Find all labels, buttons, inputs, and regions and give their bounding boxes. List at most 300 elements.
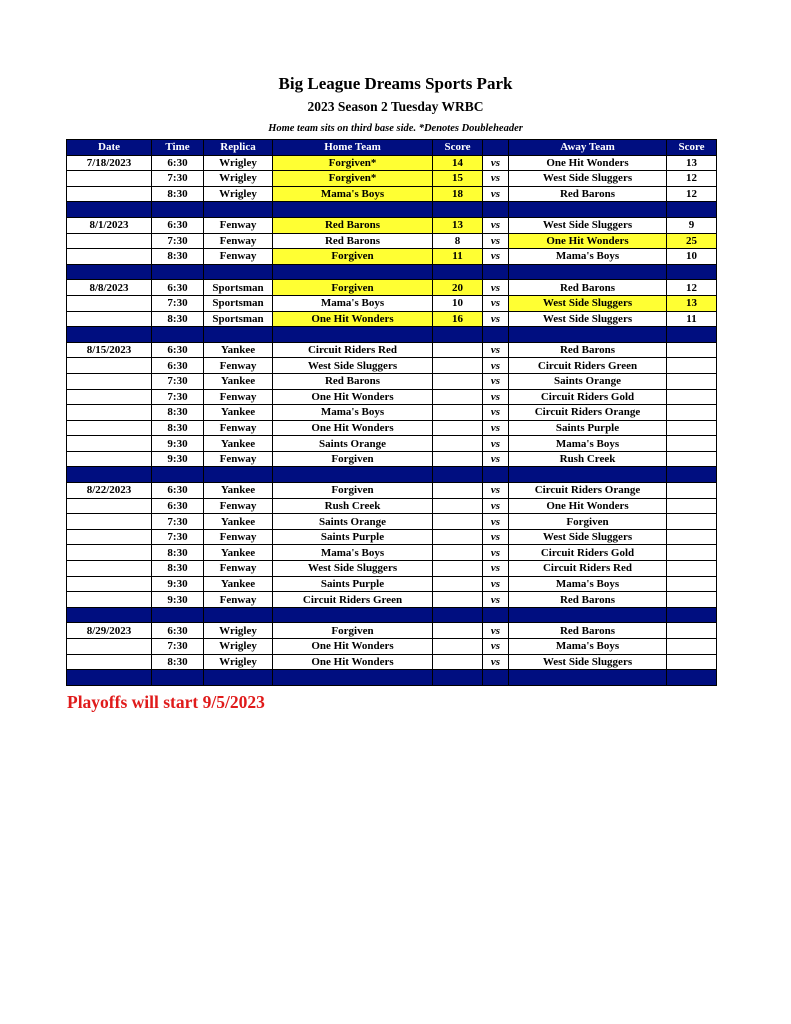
away-team-cell: Circuit Riders Gold (509, 545, 667, 561)
away-score-cell: 9 (667, 217, 717, 233)
replica-cell: Fenway (204, 217, 273, 233)
separator-cell (433, 607, 483, 623)
separator-cell (273, 202, 433, 218)
vs-cell: vs (483, 483, 509, 499)
away-team-cell: Rush Creek (509, 451, 667, 467)
away-team-cell: Mama's Boys (509, 639, 667, 655)
away-team-cell: Saints Orange (509, 373, 667, 389)
vs-cell: vs (483, 514, 509, 530)
home-score-cell (433, 342, 483, 358)
time-cell: 7:30 (152, 529, 204, 545)
away-score-cell (667, 389, 717, 405)
home-team-cell: West Side Sluggers (273, 358, 433, 374)
separator-cell (204, 202, 273, 218)
home-score-cell (433, 389, 483, 405)
replica-cell: Yankee (204, 514, 273, 530)
home-team-cell: One Hit Wonders (273, 654, 433, 670)
vs-cell: vs (483, 280, 509, 296)
vs-cell: vs (483, 342, 509, 358)
replica-cell: Wrigley (204, 639, 273, 655)
vs-cell: vs (483, 389, 509, 405)
date-cell (67, 514, 152, 530)
time-cell: 9:30 (152, 436, 204, 452)
table-row (67, 529, 717, 545)
away-team-cell: West Side Sluggers (509, 171, 667, 187)
time-cell: 7:30 (152, 514, 204, 530)
playoffs-notice: Playoffs will start 9/5/2023 (67, 692, 265, 712)
replica-cell: Fenway (204, 592, 273, 608)
separator-cell (667, 327, 717, 343)
replica-cell: Wrigley (204, 654, 273, 670)
separator-cell (433, 670, 483, 686)
separator-cell (204, 670, 273, 686)
home-score-cell: 16 (433, 311, 483, 327)
home-score-cell (433, 451, 483, 467)
separator-cell (667, 202, 717, 218)
separator-cell (67, 202, 152, 218)
away-score-cell (667, 358, 717, 374)
vs-cell: vs (483, 561, 509, 577)
table-row (67, 233, 717, 249)
home-score-cell (433, 654, 483, 670)
separator-cell (433, 467, 483, 483)
date-cell: 7/18/2023 (67, 155, 152, 171)
separator-cell (273, 264, 433, 280)
date-cell (67, 529, 152, 545)
separator-cell (509, 264, 667, 280)
vs-cell: vs (483, 576, 509, 592)
time-cell: 7:30 (152, 373, 204, 389)
group-separator-row (67, 202, 717, 218)
away-team-cell: Red Barons (509, 623, 667, 639)
page-subtitle: 2023 Season 2 Tuesday WRBC (307, 99, 484, 114)
away-score-cell (667, 373, 717, 389)
time-cell: 8:30 (152, 405, 204, 421)
group-separator-row (67, 607, 717, 623)
time-cell: 7:30 (152, 639, 204, 655)
group-separator-row (67, 670, 717, 686)
away-team-cell: West Side Sluggers (509, 529, 667, 545)
time-cell: 6:30 (152, 217, 204, 233)
away-score-cell (667, 342, 717, 358)
home-team-cell: Mama's Boys (273, 186, 433, 202)
date-cell (67, 358, 152, 374)
home-score-cell (433, 498, 483, 514)
home-team-cell: Red Barons (273, 373, 433, 389)
away-team-cell: Circuit Riders Gold (509, 389, 667, 405)
replica-cell: Fenway (204, 451, 273, 467)
separator-cell (204, 264, 273, 280)
replica-cell: Wrigley (204, 155, 273, 171)
table-row (67, 514, 717, 530)
table-row (67, 592, 717, 608)
separator-cell (152, 327, 204, 343)
away-score-cell (667, 561, 717, 577)
home-team-cell: Forgiven (273, 451, 433, 467)
time-cell: 8:30 (152, 249, 204, 265)
separator-cell (67, 467, 152, 483)
separator-cell (204, 467, 273, 483)
table-row (67, 373, 717, 389)
away-score-cell: 13 (667, 155, 717, 171)
time-cell: 6:30 (152, 155, 204, 171)
time-cell: 8:30 (152, 545, 204, 561)
separator-cell (67, 607, 152, 623)
away-score-cell: 11 (667, 311, 717, 327)
col-date-header: Date (67, 140, 152, 156)
away-team-cell: West Side Sluggers (509, 311, 667, 327)
date-cell (67, 436, 152, 452)
home-team-cell: One Hit Wonders (273, 639, 433, 655)
away-score-cell: 12 (667, 280, 717, 296)
home-team-cell: Saints Purple (273, 576, 433, 592)
away-team-cell: Red Barons (509, 280, 667, 296)
date-cell (67, 654, 152, 670)
away-team-cell: Circuit Riders Orange (509, 405, 667, 421)
vs-cell: vs (483, 529, 509, 545)
separator-cell (483, 467, 509, 483)
table-row (67, 342, 717, 358)
date-cell: 8/29/2023 (67, 623, 152, 639)
table-row (67, 311, 717, 327)
vs-cell: vs (483, 155, 509, 171)
separator-cell (152, 264, 204, 280)
table-row (67, 358, 717, 374)
replica-cell: Yankee (204, 373, 273, 389)
table-row (67, 451, 717, 467)
away-team-cell: West Side Sluggers (509, 295, 667, 311)
replica-cell: Yankee (204, 545, 273, 561)
table-row (67, 405, 717, 421)
col-away-score-header: Score (667, 140, 717, 156)
home-score-cell (433, 436, 483, 452)
separator-cell (667, 264, 717, 280)
date-cell (67, 233, 152, 249)
away-score-cell (667, 639, 717, 655)
home-team-cell: Red Barons (273, 217, 433, 233)
home-team-cell: One Hit Wonders (273, 311, 433, 327)
replica-cell: Fenway (204, 529, 273, 545)
away-score-cell (667, 592, 717, 608)
separator-cell (273, 467, 433, 483)
away-team-cell: Circuit Riders Orange (509, 483, 667, 499)
away-team-cell: One Hit Wonders (509, 498, 667, 514)
table-row (67, 436, 717, 452)
away-team-cell: Saints Purple (509, 420, 667, 436)
group-separator-row (67, 264, 717, 280)
home-score-cell: 13 (433, 217, 483, 233)
separator-cell (509, 607, 667, 623)
away-team-cell: Red Barons (509, 342, 667, 358)
home-score-cell (433, 623, 483, 639)
away-team-cell: Mama's Boys (509, 436, 667, 452)
date-cell (67, 249, 152, 265)
table-row (67, 639, 717, 655)
separator-cell (483, 202, 509, 218)
date-cell (67, 639, 152, 655)
home-team-cell: Forgiven (273, 623, 433, 639)
separator-cell (152, 670, 204, 686)
replica-cell: Fenway (204, 561, 273, 577)
away-score-cell: 25 (667, 233, 717, 249)
away-score-cell (667, 623, 717, 639)
replica-cell: Fenway (204, 233, 273, 249)
replica-cell: Yankee (204, 342, 273, 358)
separator-cell (152, 607, 204, 623)
replica-cell: Yankee (204, 405, 273, 421)
date-cell (67, 592, 152, 608)
schedule-body (67, 140, 717, 686)
vs-cell: vs (483, 405, 509, 421)
away-score-cell: 12 (667, 186, 717, 202)
time-cell: 6:30 (152, 358, 204, 374)
table-row (67, 561, 717, 577)
separator-cell (433, 202, 483, 218)
replica-cell: Fenway (204, 249, 273, 265)
home-score-cell: 8 (433, 233, 483, 249)
away-score-cell (667, 654, 717, 670)
replica-cell: Wrigley (204, 171, 273, 187)
vs-cell: vs (483, 373, 509, 389)
home-score-cell: 18 (433, 186, 483, 202)
separator-cell (667, 467, 717, 483)
table-row (67, 295, 717, 311)
vs-cell: vs (483, 420, 509, 436)
home-team-cell: Rush Creek (273, 498, 433, 514)
away-team-cell: West Side Sluggers (509, 217, 667, 233)
replica-cell: Fenway (204, 358, 273, 374)
time-cell: 7:30 (152, 171, 204, 187)
separator-cell (509, 670, 667, 686)
vs-cell: vs (483, 186, 509, 202)
home-team-cell: Circuit Riders Red (273, 342, 433, 358)
table-row (67, 545, 717, 561)
group-separator-row (67, 327, 717, 343)
home-score-cell: 15 (433, 171, 483, 187)
replica-cell: Fenway (204, 389, 273, 405)
table-row (67, 623, 717, 639)
away-score-cell (667, 576, 717, 592)
away-score-cell: 13 (667, 295, 717, 311)
col-replica-header: Replica (204, 140, 273, 156)
replica-cell: Yankee (204, 436, 273, 452)
vs-cell: vs (483, 498, 509, 514)
date-cell (67, 498, 152, 514)
time-cell: 8:30 (152, 311, 204, 327)
home-team-cell: One Hit Wonders (273, 389, 433, 405)
home-team-cell: Saints Orange (273, 436, 433, 452)
header-row (67, 140, 717, 156)
table-row (67, 249, 717, 265)
replica-cell: Fenway (204, 420, 273, 436)
home-score-cell (433, 576, 483, 592)
home-score-cell: 10 (433, 295, 483, 311)
home-score-cell (433, 529, 483, 545)
vs-cell: vs (483, 592, 509, 608)
replica-cell: Fenway (204, 498, 273, 514)
table-row (67, 171, 717, 187)
table-row (67, 498, 717, 514)
date-cell: 8/15/2023 (67, 342, 152, 358)
away-team-cell: Red Barons (509, 592, 667, 608)
home-score-cell (433, 545, 483, 561)
away-team-cell: One Hit Wonders (509, 155, 667, 171)
date-cell (67, 561, 152, 577)
home-team-cell: Saints Purple (273, 529, 433, 545)
replica-cell: Yankee (204, 483, 273, 499)
away-team-cell: West Side Sluggers (509, 654, 667, 670)
table-row (67, 576, 717, 592)
home-team-cell: Saints Orange (273, 514, 433, 530)
separator-cell (433, 327, 483, 343)
time-cell: 7:30 (152, 233, 204, 249)
separator-cell (483, 670, 509, 686)
time-cell: 8:30 (152, 186, 204, 202)
separator-cell (483, 327, 509, 343)
separator-cell (67, 670, 152, 686)
date-cell (67, 186, 152, 202)
home-score-cell (433, 373, 483, 389)
col-home-team-header: Home Team (273, 140, 433, 156)
time-cell: 9:30 (152, 592, 204, 608)
home-team-cell: Mama's Boys (273, 545, 433, 561)
vs-cell: vs (483, 639, 509, 655)
vs-cell: vs (483, 217, 509, 233)
separator-cell (667, 607, 717, 623)
time-cell: 6:30 (152, 342, 204, 358)
vs-cell: vs (483, 451, 509, 467)
time-cell: 8:30 (152, 420, 204, 436)
home-score-cell (433, 514, 483, 530)
group-separator-row (67, 467, 717, 483)
vs-cell: vs (483, 171, 509, 187)
away-score-cell (667, 405, 717, 421)
away-score-cell (667, 483, 717, 499)
vs-cell: vs (483, 358, 509, 374)
table-row (67, 389, 717, 405)
vs-cell: vs (483, 311, 509, 327)
col-time-header: Time (152, 140, 204, 156)
date-cell (67, 420, 152, 436)
table-row (67, 420, 717, 436)
time-cell: 6:30 (152, 498, 204, 514)
vs-cell: vs (483, 654, 509, 670)
home-score-cell: 14 (433, 155, 483, 171)
away-team-cell: One Hit Wonders (509, 233, 667, 249)
page-title: Big League Dreams Sports Park (278, 74, 513, 93)
time-cell: 6:30 (152, 280, 204, 296)
date-cell (67, 171, 152, 187)
separator-cell (667, 670, 717, 686)
separator-cell (273, 607, 433, 623)
separator-cell (67, 327, 152, 343)
home-team-cell: West Side Sluggers (273, 561, 433, 577)
home-score-cell: 20 (433, 280, 483, 296)
away-score-cell (667, 545, 717, 561)
table-row (67, 186, 717, 202)
col-vs-header (483, 140, 509, 156)
vs-cell: vs (483, 295, 509, 311)
vs-cell: vs (483, 623, 509, 639)
replica-cell: Yankee (204, 576, 273, 592)
date-cell (67, 451, 152, 467)
separator-cell (67, 264, 152, 280)
away-team-cell: Mama's Boys (509, 576, 667, 592)
schedule-table (66, 139, 717, 686)
time-cell: 9:30 (152, 576, 204, 592)
away-team-cell: Circuit Riders Green (509, 358, 667, 374)
table-row (67, 654, 717, 670)
replica-cell: Sportsman (204, 280, 273, 296)
away-score-cell (667, 529, 717, 545)
time-cell: 9:30 (152, 451, 204, 467)
away-score-cell: 10 (667, 249, 717, 265)
separator-cell (509, 467, 667, 483)
date-cell (67, 545, 152, 561)
home-score-cell (433, 639, 483, 655)
replica-cell: Sportsman (204, 311, 273, 327)
date-cell (67, 405, 152, 421)
away-team-cell: Circuit Riders Red (509, 561, 667, 577)
date-cell: 8/8/2023 (67, 280, 152, 296)
vs-cell: vs (483, 249, 509, 265)
time-cell: 6:30 (152, 623, 204, 639)
separator-cell (273, 670, 433, 686)
replica-cell: Sportsman (204, 295, 273, 311)
separator-cell (152, 467, 204, 483)
date-cell (67, 311, 152, 327)
away-score-cell (667, 420, 717, 436)
time-cell: 7:30 (152, 295, 204, 311)
separator-cell (483, 264, 509, 280)
table-row (67, 483, 717, 499)
away-team-cell: Mama's Boys (509, 249, 667, 265)
date-cell: 8/22/2023 (67, 483, 152, 499)
home-score-cell: 11 (433, 249, 483, 265)
separator-cell (273, 327, 433, 343)
time-cell: 8:30 (152, 654, 204, 670)
home-team-cell: Mama's Boys (273, 295, 433, 311)
home-score-cell (433, 358, 483, 374)
away-score-cell (667, 514, 717, 530)
separator-cell (509, 327, 667, 343)
home-team-cell: Forgiven (273, 249, 433, 265)
table-row (67, 155, 717, 171)
time-cell: 6:30 (152, 483, 204, 499)
home-team-cell: Circuit Riders Green (273, 592, 433, 608)
home-score-cell (433, 405, 483, 421)
away-team-cell: Forgiven (509, 514, 667, 530)
home-team-cell: One Hit Wonders (273, 420, 433, 436)
date-cell: 8/1/2023 (67, 217, 152, 233)
replica-cell: Wrigley (204, 623, 273, 639)
replica-cell: Wrigley (204, 186, 273, 202)
home-score-cell (433, 483, 483, 499)
date-cell (67, 295, 152, 311)
separator-cell (204, 327, 273, 343)
home-team-cell: Red Barons (273, 233, 433, 249)
separator-cell (152, 202, 204, 218)
home-team-cell: Forgiven (273, 483, 433, 499)
away-score-cell (667, 436, 717, 452)
separator-cell (433, 264, 483, 280)
away-score-cell (667, 451, 717, 467)
table-row (67, 280, 717, 296)
time-cell: 7:30 (152, 389, 204, 405)
vs-cell: vs (483, 233, 509, 249)
date-cell (67, 576, 152, 592)
vs-cell: vs (483, 545, 509, 561)
